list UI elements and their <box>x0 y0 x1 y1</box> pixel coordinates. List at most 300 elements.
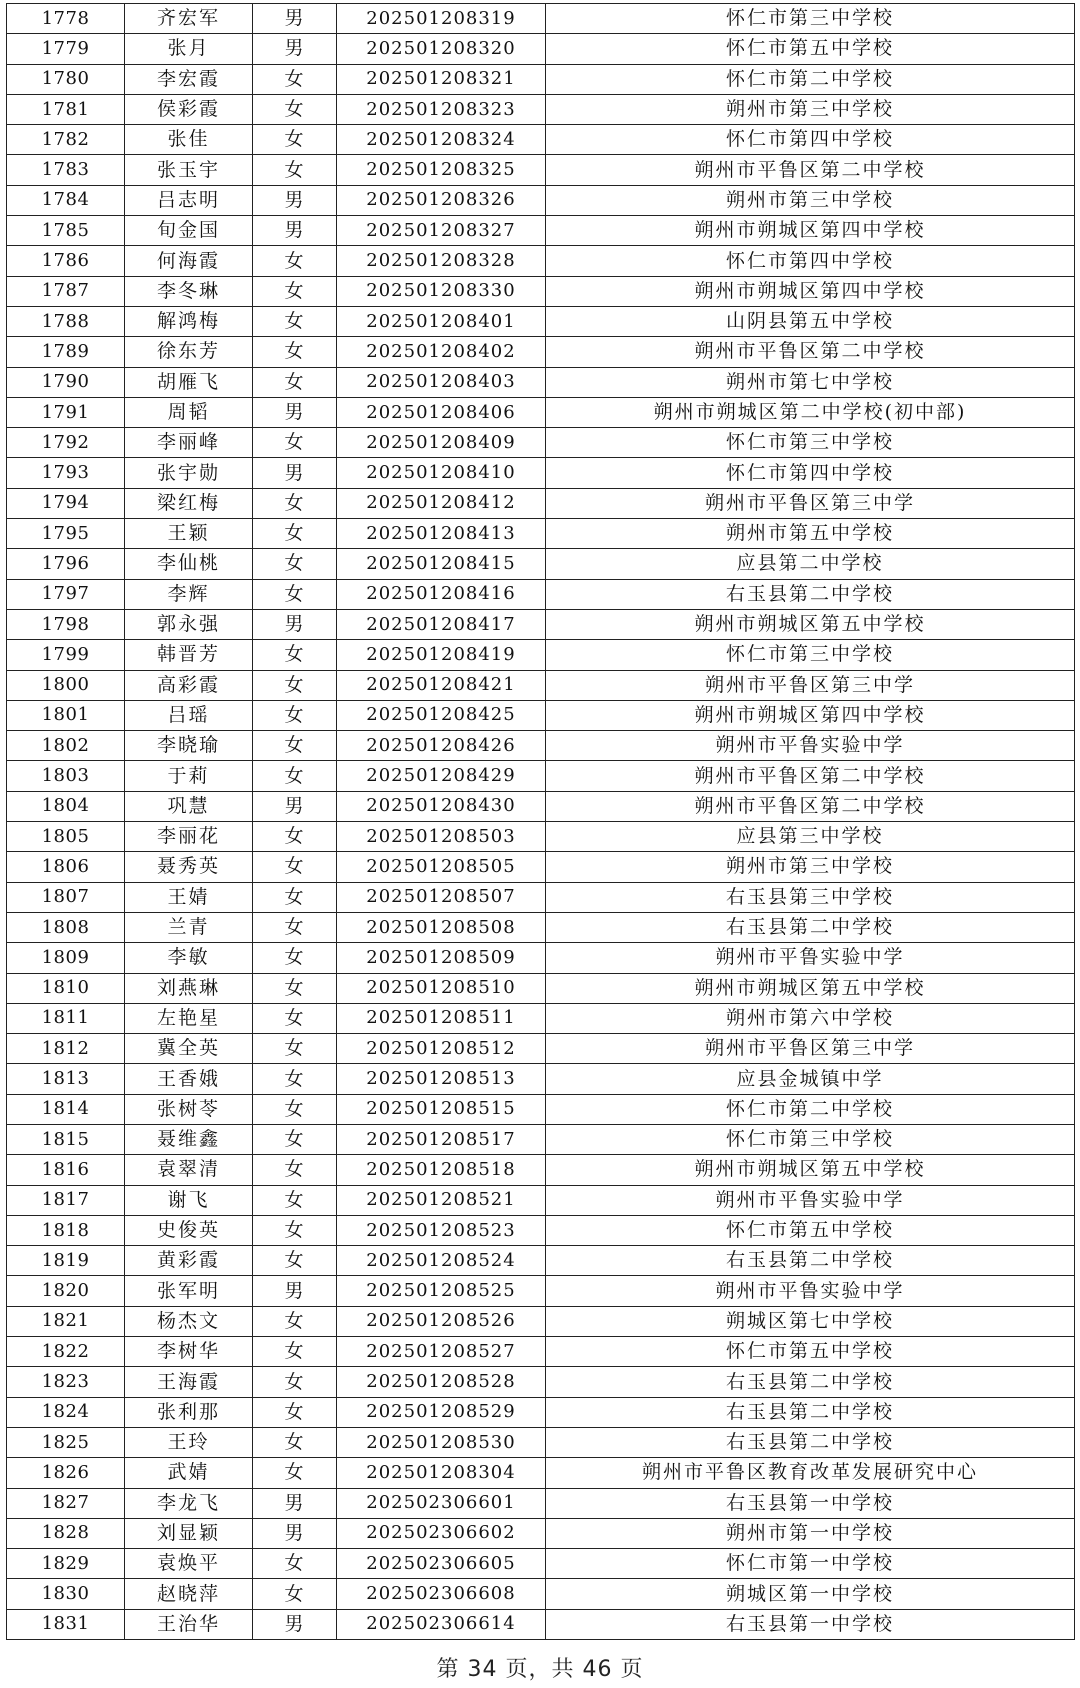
row-number-cell: 1789 <box>7 337 125 367</box>
table-row <box>7 700 1075 730</box>
exam-id-cell: 202501208410 <box>337 458 546 488</box>
gender-cell: 女 <box>253 1155 337 1185</box>
school-cell: 朔州市平鲁区第二中学校 <box>546 791 1075 821</box>
exam-id-cell: 202501208403 <box>337 367 546 397</box>
exam-id-cell: 202501208419 <box>337 640 546 670</box>
school-cell: 朔州市第五中学校 <box>546 519 1075 549</box>
table-row <box>7 1306 1075 1336</box>
table-row <box>7 1397 1075 1427</box>
exam-id-cell: 202501208327 <box>337 216 546 246</box>
table-row <box>7 34 1075 64</box>
row-number-cell: 1796 <box>7 549 125 579</box>
gender-cell: 男 <box>253 791 337 821</box>
row-number-cell: 1813 <box>7 1064 125 1094</box>
school-cell: 朔州市第三中学校 <box>546 94 1075 124</box>
row-number-cell: 1827 <box>7 1488 125 1518</box>
school-cell: 朔州市平鲁区第三中学 <box>546 670 1075 700</box>
row-number-cell: 1805 <box>7 822 125 852</box>
exam-id-cell: 202501208528 <box>337 1367 546 1397</box>
exam-id-cell: 202501208325 <box>337 155 546 185</box>
school-cell: 朔州市平鲁实验中学 <box>546 731 1075 761</box>
gender-cell: 男 <box>253 216 337 246</box>
row-number-cell: 1815 <box>7 1124 125 1154</box>
school-cell: 应县金城镇中学 <box>546 1064 1075 1094</box>
row-number-cell: 1795 <box>7 519 125 549</box>
school-cell: 朔州市第一中学校 <box>546 1518 1075 1548</box>
row-number-cell: 1784 <box>7 185 125 215</box>
table-row <box>7 488 1075 518</box>
school-cell: 朔州市平鲁实验中学 <box>546 943 1075 973</box>
table-row <box>7 367 1075 397</box>
school-cell: 怀仁市第四中学校 <box>546 125 1075 155</box>
name-cell: 张树苓 <box>125 1094 253 1124</box>
school-cell: 朔州市朔城区第五中学校 <box>546 1155 1075 1185</box>
school-cell: 朔州市第七中学校 <box>546 367 1075 397</box>
gender-cell: 女 <box>253 1579 337 1609</box>
row-number-cell: 1781 <box>7 94 125 124</box>
name-cell: 李树华 <box>125 1337 253 1367</box>
gender-cell: 女 <box>253 852 337 882</box>
name-cell: 张月 <box>125 34 253 64</box>
name-cell: 袁翠清 <box>125 1155 253 1185</box>
name-cell: 刘燕琳 <box>125 973 253 1003</box>
gender-cell: 女 <box>253 1458 337 1488</box>
table-row <box>7 822 1075 852</box>
school-cell: 右玉县第二中学校 <box>546 1427 1075 1457</box>
name-cell: 冀全英 <box>125 1034 253 1064</box>
exam-id-cell: 202501208517 <box>337 1124 546 1154</box>
school-cell: 怀仁市第三中学校 <box>546 640 1075 670</box>
gender-cell: 女 <box>253 1064 337 1094</box>
table-row <box>7 1276 1075 1306</box>
exam-id-cell: 202501208505 <box>337 852 546 882</box>
gender-cell: 男 <box>253 4 337 34</box>
gender-cell: 男 <box>253 1609 337 1639</box>
exam-id-cell: 202501208409 <box>337 428 546 458</box>
table-row <box>7 155 1075 185</box>
gender-cell: 女 <box>253 519 337 549</box>
name-cell: 侯彩霞 <box>125 94 253 124</box>
gender-cell: 女 <box>253 1306 337 1336</box>
row-number-cell: 1780 <box>7 64 125 94</box>
exam-id-cell: 202501208415 <box>337 549 546 579</box>
table-row <box>7 670 1075 700</box>
school-cell: 怀仁市第一中学校 <box>546 1549 1075 1579</box>
exam-id-cell: 202501208328 <box>337 246 546 276</box>
table-row <box>7 640 1075 670</box>
school-cell: 朔州市平鲁实验中学 <box>546 1276 1075 1306</box>
name-cell: 李龙飞 <box>125 1488 253 1518</box>
row-number-cell: 1824 <box>7 1397 125 1427</box>
table-row <box>7 1488 1075 1518</box>
exam-id-cell: 202501208510 <box>337 973 546 1003</box>
gender-cell: 女 <box>253 1337 337 1367</box>
school-cell: 朔州市平鲁区第二中学校 <box>546 155 1075 185</box>
row-number-cell: 1821 <box>7 1306 125 1336</box>
row-number-cell: 1830 <box>7 1579 125 1609</box>
name-cell: 赵晓萍 <box>125 1579 253 1609</box>
exam-id-cell: 202502306602 <box>337 1518 546 1548</box>
table-row <box>7 458 1075 488</box>
name-cell: 李辉 <box>125 579 253 609</box>
gender-cell: 男 <box>253 185 337 215</box>
gender-cell: 女 <box>253 306 337 336</box>
row-number-cell: 1826 <box>7 1458 125 1488</box>
school-cell: 朔州市第三中学校 <box>546 852 1075 882</box>
exam-id-cell: 202501208525 <box>337 1276 546 1306</box>
row-number-cell: 1798 <box>7 609 125 639</box>
school-cell: 怀仁市第四中学校 <box>546 458 1075 488</box>
table-row <box>7 791 1075 821</box>
exam-id-cell: 202501208417 <box>337 609 546 639</box>
exam-id-cell: 202501208319 <box>337 4 546 34</box>
row-number-cell: 1792 <box>7 428 125 458</box>
school-cell: 朔州市朔城区第五中学校 <box>546 973 1075 1003</box>
school-cell: 朔州市朔城区第四中学校 <box>546 276 1075 306</box>
school-cell: 朔城区第七中学校 <box>546 1306 1075 1336</box>
gender-cell: 女 <box>253 670 337 700</box>
table-row <box>7 609 1075 639</box>
row-number-cell: 1803 <box>7 761 125 791</box>
school-cell: 朔州市平鲁区第二中学校 <box>546 337 1075 367</box>
roster-table <box>6 3 1075 1640</box>
row-number-cell: 1800 <box>7 670 125 700</box>
table-row <box>7 1579 1075 1609</box>
school-cell: 朔州市朔城区第四中学校 <box>546 216 1075 246</box>
name-cell: 何海霞 <box>125 246 253 276</box>
name-cell: 张军明 <box>125 1276 253 1306</box>
exam-id-cell: 202501208503 <box>337 822 546 852</box>
row-number-cell: 1820 <box>7 1276 125 1306</box>
gender-cell: 女 <box>253 276 337 306</box>
exam-id-cell: 202502306614 <box>337 1609 546 1639</box>
row-number-cell: 1814 <box>7 1094 125 1124</box>
row-number-cell: 1809 <box>7 943 125 973</box>
gender-cell: 女 <box>253 640 337 670</box>
table-row <box>7 397 1075 427</box>
exam-id-cell: 202501208401 <box>337 306 546 336</box>
school-cell: 右玉县第二中学校 <box>546 912 1075 942</box>
name-cell: 韩晋芳 <box>125 640 253 670</box>
exam-id-cell: 202501208521 <box>337 1185 546 1215</box>
school-cell: 怀仁市第三中学校 <box>546 4 1075 34</box>
exam-id-cell: 202501208425 <box>337 700 546 730</box>
gender-cell: 女 <box>253 1124 337 1154</box>
gender-cell: 女 <box>253 761 337 791</box>
gender-cell: 女 <box>253 155 337 185</box>
table-row <box>7 1155 1075 1185</box>
gender-cell: 女 <box>253 1549 337 1579</box>
exam-id-cell: 202501208412 <box>337 488 546 518</box>
school-cell: 右玉县第一中学校 <box>546 1488 1075 1518</box>
exam-id-cell: 202501208515 <box>337 1094 546 1124</box>
school-cell: 朔州市平鲁区教育改革发展研究中心 <box>546 1458 1075 1488</box>
gender-cell: 女 <box>253 822 337 852</box>
name-cell: 谢飞 <box>125 1185 253 1215</box>
row-number-cell: 1794 <box>7 488 125 518</box>
school-cell: 朔州市平鲁区第三中学 <box>546 1034 1075 1064</box>
roster-body <box>7 4 1075 1640</box>
gender-cell: 女 <box>253 973 337 1003</box>
row-number-cell: 1801 <box>7 700 125 730</box>
school-cell: 朔州市平鲁区第三中学 <box>546 488 1075 518</box>
name-cell: 张利那 <box>125 1397 253 1427</box>
name-cell: 左艳星 <box>125 1003 253 1033</box>
gender-cell: 女 <box>253 64 337 94</box>
exam-id-cell: 202501208513 <box>337 1064 546 1094</box>
gender-cell: 女 <box>253 1427 337 1457</box>
table-row <box>7 4 1075 34</box>
gender-cell: 男 <box>253 397 337 427</box>
row-number-cell: 1802 <box>7 731 125 761</box>
table-row <box>7 1518 1075 1548</box>
exam-id-cell: 202501208512 <box>337 1034 546 1064</box>
row-number-cell: 1778 <box>7 4 125 34</box>
table-row <box>7 1094 1075 1124</box>
gender-cell: 男 <box>253 1488 337 1518</box>
gender-cell: 男 <box>253 609 337 639</box>
name-cell: 王海霞 <box>125 1367 253 1397</box>
school-cell: 朔州市朔城区第二中学校(初中部) <box>546 397 1075 427</box>
exam-id-cell: 202501208511 <box>337 1003 546 1033</box>
name-cell: 胡雁飞 <box>125 367 253 397</box>
name-cell: 王治华 <box>125 1609 253 1639</box>
exam-id-cell: 202501208509 <box>337 943 546 973</box>
school-cell: 朔州市朔城区第五中学校 <box>546 609 1075 639</box>
name-cell: 聂秀英 <box>125 852 253 882</box>
name-cell: 张佳 <box>125 125 253 155</box>
exam-id-cell: 202501208508 <box>337 912 546 942</box>
table-row <box>7 761 1075 791</box>
name-cell: 吕瑶 <box>125 700 253 730</box>
table-row <box>7 1034 1075 1064</box>
row-number-cell: 1825 <box>7 1427 125 1457</box>
exam-id-cell: 202501208507 <box>337 882 546 912</box>
table-row <box>7 1337 1075 1367</box>
school-cell: 怀仁市第二中学校 <box>546 1094 1075 1124</box>
gender-cell: 女 <box>253 94 337 124</box>
table-row <box>7 276 1075 306</box>
gender-cell: 女 <box>253 428 337 458</box>
name-cell: 巩慧 <box>125 791 253 821</box>
exam-id-cell: 202501208402 <box>337 337 546 367</box>
school-cell: 怀仁市第五中学校 <box>546 1215 1075 1245</box>
gender-cell: 女 <box>253 1034 337 1064</box>
row-number-cell: 1783 <box>7 155 125 185</box>
gender-cell: 女 <box>253 1246 337 1276</box>
table-row <box>7 731 1075 761</box>
gender-cell: 女 <box>253 1367 337 1397</box>
table-row <box>7 1124 1075 1154</box>
exam-id-cell: 202501208406 <box>337 397 546 427</box>
row-number-cell: 1782 <box>7 125 125 155</box>
name-cell: 王颖 <box>125 519 253 549</box>
gender-cell: 女 <box>253 367 337 397</box>
name-cell: 袁焕平 <box>125 1549 253 1579</box>
row-number-cell: 1785 <box>7 216 125 246</box>
gender-cell: 男 <box>253 1518 337 1548</box>
table-row <box>7 882 1075 912</box>
name-cell: 黄彩霞 <box>125 1246 253 1276</box>
school-cell: 右玉县第二中学校 <box>546 1246 1075 1276</box>
gender-cell: 女 <box>253 1185 337 1215</box>
exam-id-cell: 202501208426 <box>337 731 546 761</box>
page-number-footer: 第 34 页，共 46 页 <box>436 1657 644 1682</box>
name-cell: 武婧 <box>125 1458 253 1488</box>
exam-id-cell: 202501208326 <box>337 185 546 215</box>
name-cell: 杨杰文 <box>125 1306 253 1336</box>
gender-cell: 男 <box>253 458 337 488</box>
gender-cell: 女 <box>253 246 337 276</box>
school-cell: 右玉县第二中学校 <box>546 1397 1075 1427</box>
gender-cell: 女 <box>253 731 337 761</box>
school-cell: 朔城区第一中学校 <box>546 1579 1075 1609</box>
name-cell: 刘显颖 <box>125 1518 253 1548</box>
gender-cell: 女 <box>253 1397 337 1427</box>
table-row <box>7 216 1075 246</box>
table-row <box>7 1609 1075 1639</box>
exam-id-cell: 202502306608 <box>337 1579 546 1609</box>
school-cell: 朔州市平鲁区第二中学校 <box>546 761 1075 791</box>
school-cell: 右玉县第三中学校 <box>546 882 1075 912</box>
table-row <box>7 579 1075 609</box>
gender-cell: 男 <box>253 34 337 64</box>
exam-id-cell: 202501208304 <box>337 1458 546 1488</box>
gender-cell: 女 <box>253 912 337 942</box>
name-cell: 李仙桃 <box>125 549 253 579</box>
table-row <box>7 549 1075 579</box>
name-cell: 王香娥 <box>125 1064 253 1094</box>
exam-id-cell: 202502306601 <box>337 1488 546 1518</box>
table-row <box>7 1185 1075 1215</box>
exam-id-cell: 202501208323 <box>337 94 546 124</box>
school-cell: 怀仁市第二中学校 <box>546 64 1075 94</box>
table-row <box>7 1427 1075 1457</box>
table-row <box>7 943 1075 973</box>
table-row <box>7 1246 1075 1276</box>
school-cell: 右玉县第一中学校 <box>546 1609 1075 1639</box>
gender-cell: 女 <box>253 882 337 912</box>
row-number-cell: 1791 <box>7 397 125 427</box>
exam-id-cell: 202501208320 <box>337 34 546 64</box>
name-cell: 李敏 <box>125 943 253 973</box>
exam-id-cell: 202501208526 <box>337 1306 546 1336</box>
row-number-cell: 1817 <box>7 1185 125 1215</box>
school-cell: 山阴县第五中学校 <box>546 306 1075 336</box>
gender-cell: 女 <box>253 579 337 609</box>
row-number-cell: 1829 <box>7 1549 125 1579</box>
exam-id-cell: 202501208416 <box>337 579 546 609</box>
gender-cell: 女 <box>253 337 337 367</box>
name-cell: 王玲 <box>125 1427 253 1457</box>
row-number-cell: 1793 <box>7 458 125 488</box>
row-number-cell: 1831 <box>7 1609 125 1639</box>
name-cell: 高彩霞 <box>125 670 253 700</box>
school-cell: 怀仁市第五中学校 <box>546 1337 1075 1367</box>
row-number-cell: 1822 <box>7 1337 125 1367</box>
school-cell: 应县第二中学校 <box>546 549 1075 579</box>
name-cell: 王婧 <box>125 882 253 912</box>
table-row <box>7 1215 1075 1245</box>
row-number-cell: 1799 <box>7 640 125 670</box>
gender-cell: 男 <box>253 1276 337 1306</box>
row-number-cell: 1823 <box>7 1367 125 1397</box>
exam-id-cell: 202501208518 <box>337 1155 546 1185</box>
table-row <box>7 185 1075 215</box>
gender-cell: 女 <box>253 488 337 518</box>
name-cell: 旬金国 <box>125 216 253 246</box>
name-cell: 徐东芳 <box>125 337 253 367</box>
row-number-cell: 1786 <box>7 246 125 276</box>
name-cell: 张玉宇 <box>125 155 253 185</box>
name-cell: 吕志明 <box>125 185 253 215</box>
school-cell: 怀仁市第四中学校 <box>546 246 1075 276</box>
school-cell: 朔州市平鲁实验中学 <box>546 1185 1075 1215</box>
gender-cell: 女 <box>253 943 337 973</box>
exam-id-cell: 202501208430 <box>337 791 546 821</box>
table-row <box>7 1003 1075 1033</box>
name-cell: 聂维鑫 <box>125 1124 253 1154</box>
exam-id-cell: 202501208413 <box>337 519 546 549</box>
school-cell: 朔州市朔城区第四中学校 <box>546 700 1075 730</box>
name-cell: 郭永强 <box>125 609 253 639</box>
table-row <box>7 1549 1075 1579</box>
exam-id-cell: 202501208429 <box>337 761 546 791</box>
name-cell: 解鸿梅 <box>125 306 253 336</box>
row-number-cell: 1808 <box>7 912 125 942</box>
exam-id-cell: 202501208421 <box>337 670 546 700</box>
name-cell: 李冬琳 <box>125 276 253 306</box>
gender-cell: 女 <box>253 549 337 579</box>
exam-id-cell: 202501208324 <box>337 125 546 155</box>
gender-cell: 女 <box>253 700 337 730</box>
name-cell: 齐宏军 <box>125 4 253 34</box>
table-row <box>7 94 1075 124</box>
gender-cell: 女 <box>253 1215 337 1245</box>
row-number-cell: 1828 <box>7 1518 125 1548</box>
school-cell: 怀仁市第三中学校 <box>546 1124 1075 1154</box>
table-row <box>7 337 1075 367</box>
row-number-cell: 1811 <box>7 1003 125 1033</box>
name-cell: 兰青 <box>125 912 253 942</box>
exam-id-cell: 202502306605 <box>337 1549 546 1579</box>
row-number-cell: 1807 <box>7 882 125 912</box>
table-row <box>7 973 1075 1003</box>
name-cell: 梁红梅 <box>125 488 253 518</box>
gender-cell: 女 <box>253 1094 337 1124</box>
table-row <box>7 64 1075 94</box>
name-cell: 李晓瑜 <box>125 731 253 761</box>
name-cell: 李宏霞 <box>125 64 253 94</box>
name-cell: 李丽花 <box>125 822 253 852</box>
gender-cell: 女 <box>253 1003 337 1033</box>
row-number-cell: 1816 <box>7 1155 125 1185</box>
row-number-cell: 1788 <box>7 306 125 336</box>
name-cell: 周韬 <box>125 397 253 427</box>
row-number-cell: 1810 <box>7 973 125 1003</box>
table-row <box>7 125 1075 155</box>
table-row <box>7 1367 1075 1397</box>
exam-id-cell: 202501208523 <box>337 1215 546 1245</box>
table-row <box>7 306 1075 336</box>
name-cell: 史俊英 <box>125 1215 253 1245</box>
table-row <box>7 1064 1075 1094</box>
exam-id-cell: 202501208321 <box>337 64 546 94</box>
table-row <box>7 519 1075 549</box>
row-number-cell: 1779 <box>7 34 125 64</box>
school-cell: 朔州市第六中学校 <box>546 1003 1075 1033</box>
row-number-cell: 1812 <box>7 1034 125 1064</box>
